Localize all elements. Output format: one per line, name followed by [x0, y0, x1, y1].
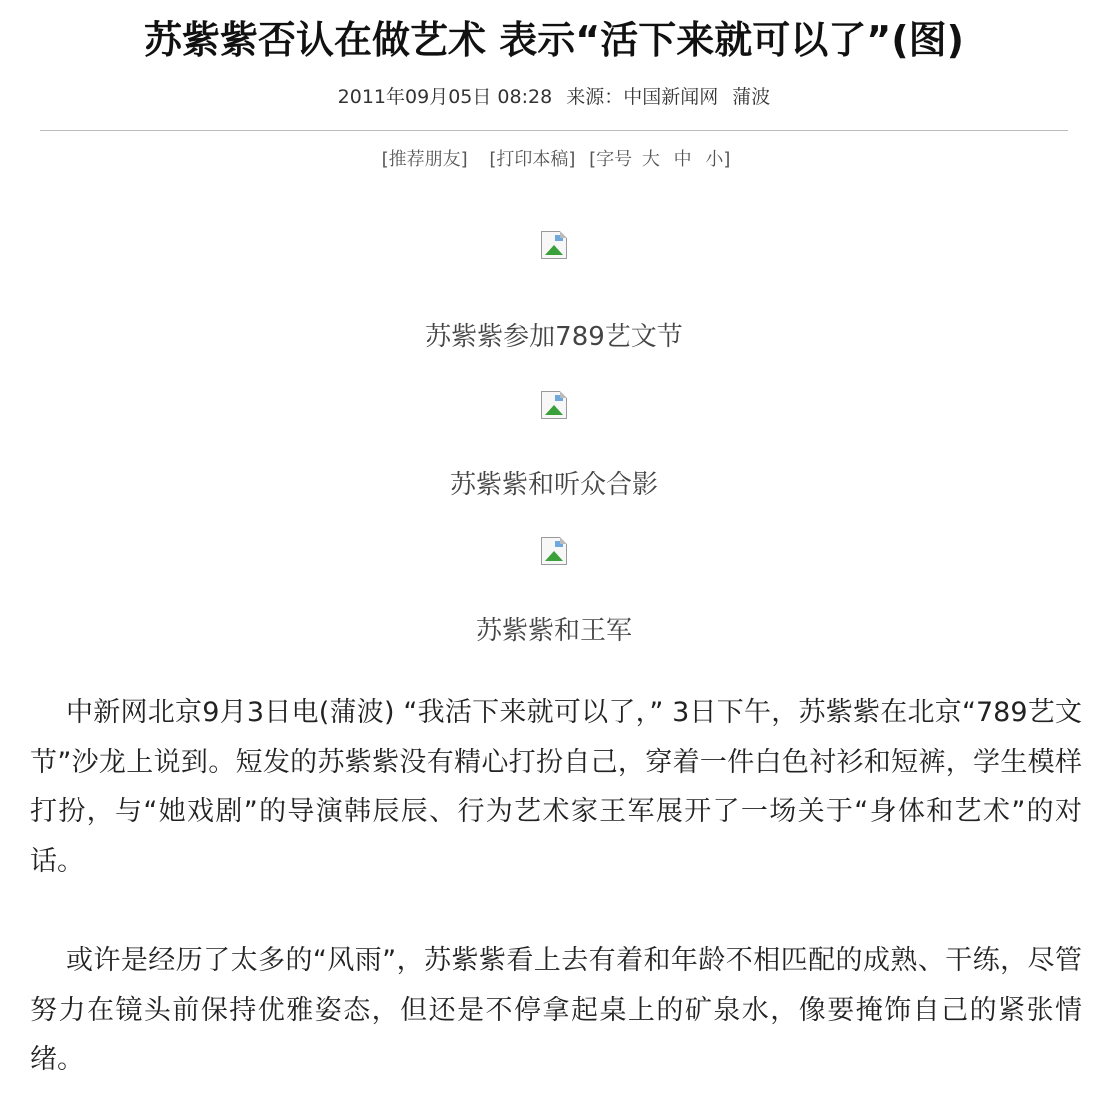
- font-size-small-link[interactable]: 小]: [705, 149, 731, 170]
- page-title: 苏紫紫否认在做艺术 表示“活下来就可以了”(图): [144, 18, 964, 62]
- recommend-friend-link[interactable]: [推荐朋友]: [381, 149, 468, 170]
- source-label: 来源：中国新闻网: [566, 86, 719, 108]
- broken-image-icon: [541, 537, 567, 565]
- font-size-controls: [589, 149, 734, 170]
- article-paragraph: 或许是经历了太多的“风雨”，苏紫紫看上去有着和年龄不相匹配的成熟、干练，尽管努力在镜头前保持优雅姿态，但还是不停拿起桌上的矿泉水，像要掩饰自己的紧张情绪。: [30, 945, 1082, 1075]
- print-article-link[interactable]: [打印本稿]: [489, 149, 576, 170]
- broken-image-icon: [541, 231, 567, 259]
- article-tools: [0, 145, 1108, 175]
- font-size-label: [字号: [589, 149, 633, 170]
- article-paragraph: 中新网北京9月3日电(蒲波) “我活下来就可以了，” 3日下午，苏紫紫在北京“789艺文节”沙龙上说到。短发的苏紫紫没有精心打扮自己，穿着一件白色衬衫和短裤，学生模样打扮，与“她戏剧”的导演韩辰辰、行为艺术家王军展开了一场关于“身体和艺术”的对话。: [30, 697, 1082, 877]
- article-meta: [0, 82, 1108, 112]
- font-size-large-link[interactable]: 大: [641, 149, 660, 170]
- broken-image-icon: [541, 391, 567, 419]
- header-divider: [40, 130, 1068, 131]
- publish-datetime: 2011年09月05日 08:28: [337, 86, 553, 108]
- figure-caption: 苏紫紫和听众合影: [449, 470, 658, 500]
- figure-caption: 苏紫紫和王军: [475, 616, 632, 646]
- figure-1: [0, 231, 1108, 263]
- figure-3: [0, 537, 1108, 569]
- font-size-medium-link[interactable]: 中: [673, 149, 692, 170]
- figure-2: [0, 391, 1108, 423]
- figure-caption: 苏紫紫参加789艺文节: [425, 322, 683, 352]
- author-name: 蒲波: [732, 86, 771, 108]
